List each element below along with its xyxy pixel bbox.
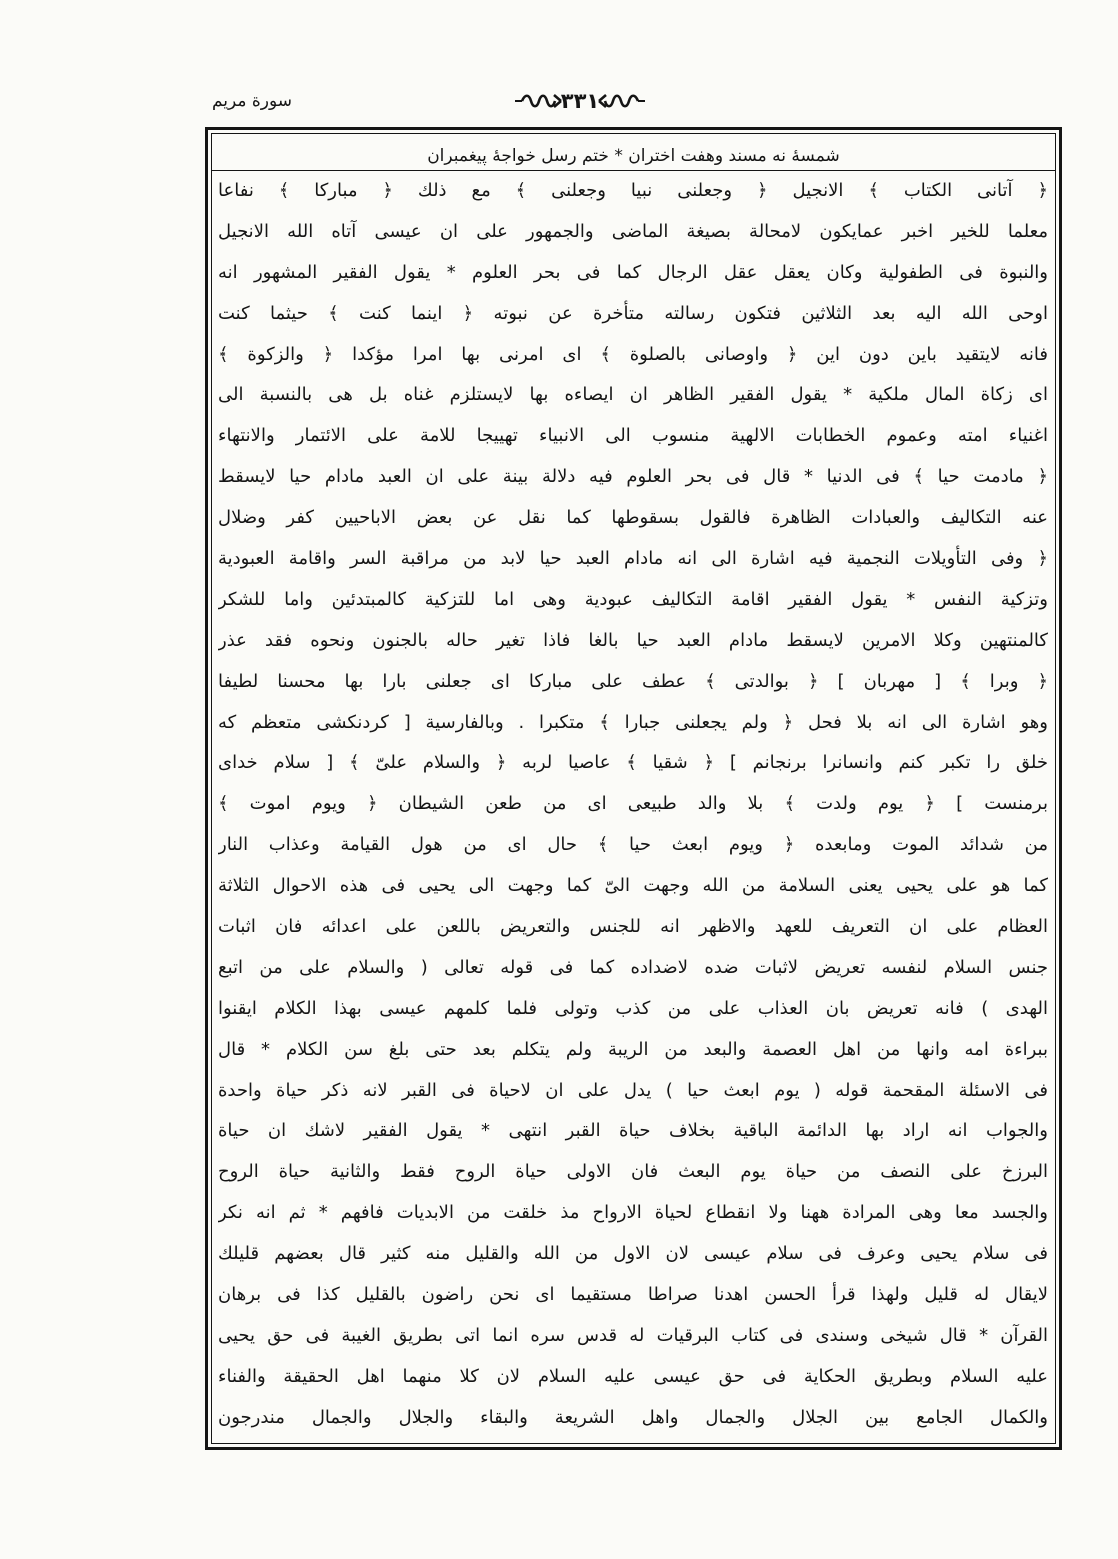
text-line: البرزخ على النصف من حياة يوم البعث فان الاولى حياة الروح فقط والثانية حياة الروح bbox=[218, 1161, 1048, 1183]
text-line: الهدى ) فانه تعريض بان العذاب على من كذب وتولى فلما كلمهم عيسى بهذا الكلام ايقنوا bbox=[218, 997, 1048, 1019]
text-line: كالمنتهين وكلا الامرين لايسقط مادام العبد حيا بالغا فاذا تغير حاله بالجنون ونحوه فقد عذر bbox=[218, 629, 1048, 651]
text-line: والنبوة فى الطفولية وكان يعقل عقل الرجال كما فى بحر العلوم * يقول الفقير المشهور انه bbox=[218, 261, 1048, 283]
text-line: العظام على ان التعريف للعهد والاظهر انه للجنس والتعريض باللعن على اعدائه فان اثبات bbox=[218, 916, 1048, 938]
text-line: من شدائد الموت ومابعده ﴿ ويوم ابعث حيا ﴾ حال اى من هول القيامة وعذاب النار bbox=[218, 834, 1048, 856]
ornament-left-icon bbox=[514, 92, 562, 110]
text-line: جنس السلام لنفسه تعريض لاثبات ضده لاضداده كما فى قوله تعالى ( والسلام على من اتبع bbox=[218, 956, 1048, 978]
text-line: ﴿ وبرا ﴾ [ مهربان ] ﴿ بوالدتى ﴾ عطف على مباركا اى جعلنى بارا بها محسنا لطيفا bbox=[218, 670, 1048, 692]
text-line: ببراءة امه وانها من اهل العصمة والبعد من الريبة ولم يتكلم بعد حتى بلغ سن الكلام * قال bbox=[218, 1038, 1048, 1060]
text-line: القرآن * قال شيخى وسندى فى كتاب البرقيات له قدس سره انما اتى بطريق الغيبة فى حق يحيى bbox=[218, 1324, 1048, 1346]
text-line: والجسد معا وهى المرادة ههنا ولا انقطاع لحياة الارواح مذ خلقت من الابديات فافهم * ثم انه نكر bbox=[218, 1202, 1048, 1224]
text-line: ﴿ مادمت حيا ﴾ فى الدنيا * قال فى بحر العلوم فيه دلالة بينة على ان العبد مادام حيا لايسقط bbox=[218, 466, 1048, 488]
text-line: وهو اشارة الى انه بلا فحل ﴿ ولم يجعلنى جبارا ﴾ متكبرا . وبالفارسية [ كردنكشى متعظم كه bbox=[218, 711, 1048, 733]
text-line: ﴿ وفى التأويلات النجمية فيه اشارة الى انه مادام العبد حيا لابد من مراقبة السر واقامة العبودية bbox=[218, 548, 1048, 570]
text-line: فى الاسئلة المقحمة قوله ( يوم ابعث حيا ) يدل على ان لاحياة فى القبر لانه ذكر حياة واحدة bbox=[218, 1079, 1048, 1101]
text-line: معلما للخير اخبر عمايكون لامحالة بصيغة الماضى والجمهور على ان عيسى آتاه الله الانجيل bbox=[218, 220, 1048, 242]
page-frame bbox=[205, 127, 1062, 1450]
persian-verse: شمسهٔ نه مسند وهفت اختران * ختم رسل خواجهٔ پيغمبران bbox=[427, 146, 840, 166]
text-line: برمنست ] ﴿ يوم ولدت ﴾ بلا والد طبيعى اى من طعن الشيطان ﴿ ويوم اموت ﴾ bbox=[218, 793, 1048, 815]
text-line: عليه السلام وبطريق الحكاية فى حق عيسى عليه السلام لان كلا منهما اهل الحقيقة والفناء bbox=[218, 1365, 1048, 1387]
page-number-block bbox=[514, 86, 646, 116]
surah-title: سورة مريم bbox=[211, 91, 293, 111]
text-line: اوحى الله اليه بعد الثلاثين فتكون رسالته متأخرة عن نبوته ﴿ اينما كنت ﴾ حيثما كنت bbox=[218, 302, 1048, 324]
text-line: وتزكية النفس * يقول الفقير اقامة التكاليف عبودية وهى اما للتزكية كالمبتدئين واما للشكر bbox=[218, 588, 1048, 610]
ornament-right-icon bbox=[598, 92, 646, 110]
text-line: كما هو على يحيى يعنى السلامة من الله وجهت الىّ كما وجهت الى يحيى فى هذه الاحوال الثلاثة bbox=[218, 875, 1048, 897]
text-line: فانه لايتقيد باين دون اين ﴿ واوصانى بالصلوة ﴾ اى امرنى بها امرا مؤكدا ﴿ والزكوة ﴾ bbox=[218, 343, 1048, 365]
body-text bbox=[218, 171, 1048, 1439]
text-line: خلق را تكبر كنم وانسانرا برنجانم ] ﴿ شقيا ﴾ عاصيا لربه ﴿ والسلام علىّ ﴾ [ سلام خداى bbox=[218, 752, 1048, 774]
text-line: ﴿ آتانى الكتاب ﴾ الانجيل ﴿ وجعلنى نبيا وجعلنى ﴾ مع ذلك ﴿ مباركا ﴾ نفاعا bbox=[218, 180, 1048, 201]
text-line: والجواب انه اراد بها الدائمة الباقية بخلاف حياة القبر انتهى * يقول الفقير لاشك ان حياة bbox=[218, 1120, 1048, 1142]
text-line: فى سلام يحيى وعرف فى سلام عيسى لان الاول من الله والقليل منه كثير قال بعضهم قليلك bbox=[218, 1243, 1048, 1265]
text-line: والكمال الجامع بين الجلال والجمال واهل الشريعة والبقاء والجلال والجمال مندرجون bbox=[218, 1406, 1048, 1428]
page-frame-inner bbox=[211, 133, 1056, 1444]
text-line: عنه التكاليف والعبادات الظاهرة فالقول بسقوطها كما نقل عن بعض الاباحيين كفر وضلال bbox=[218, 507, 1048, 529]
text-line: اغنياء امته وعموم الخطابات الالهية منسوب الى الانبياء تهييجا للامة على الائتمار والانتهاء bbox=[218, 425, 1048, 447]
text-line: اى زكاة المال ملكية * يقول الفقير الظاهر ان ايصاءه بها لايستلزم غناه بل هى بالنسبة الى bbox=[218, 384, 1048, 406]
page-number: ٣٣١ bbox=[560, 89, 600, 113]
text-line: لايقال له قليل ولهذا قرأ الحسن اهدنا صراطا مستقيما اى نحن راضون بالقليل كذا فى برهان bbox=[218, 1284, 1048, 1306]
